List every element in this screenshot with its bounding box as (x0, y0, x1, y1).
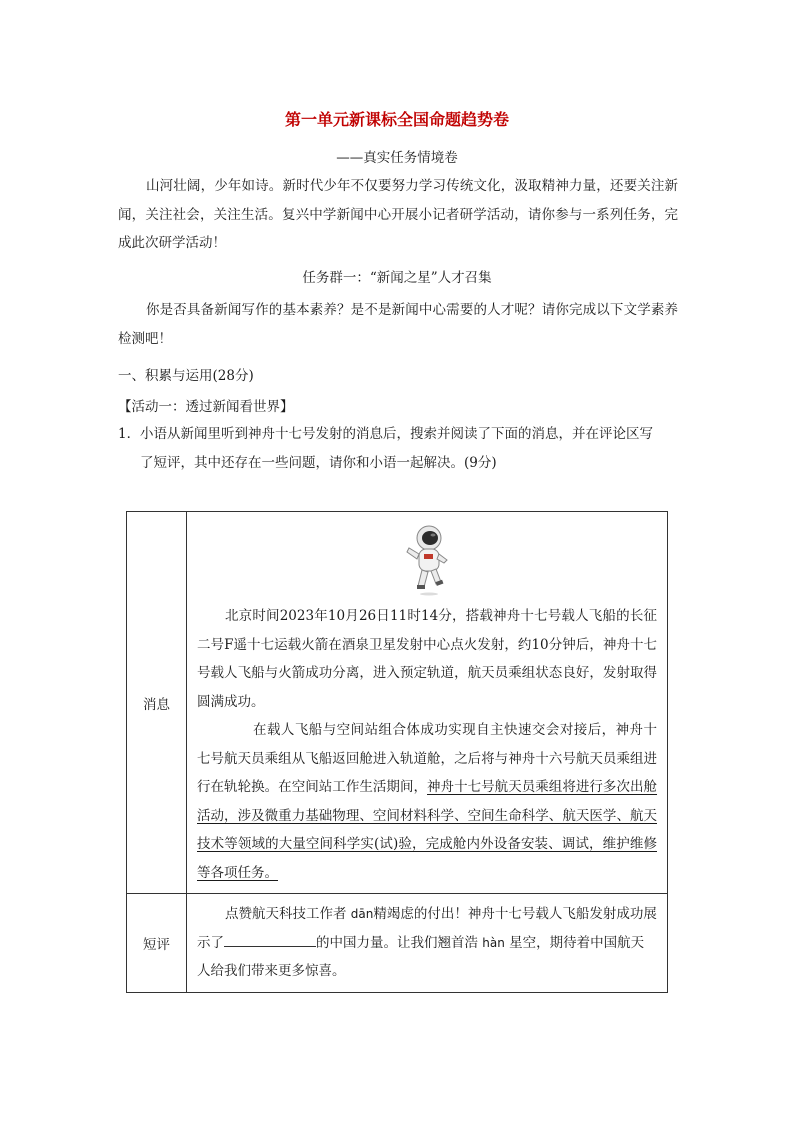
news-row (127, 512, 668, 894)
review-row (127, 894, 668, 993)
page-subtitle: ——真实任务情境卷 (336, 150, 458, 166)
news-paragraph-2-underlined: 神舟十七号航天员乘组将进行多次出舱活动，涉及微重力基础物理、空间材料科学、空间生命科学、航天医学、航天技术等领域的大量空间科学实(试)验，完成舱内外设备安装、调试，维护维修等各项任务。 (197, 779, 658, 881)
activity-heading: 【活动一：透过新闻看世界】 (118, 399, 294, 415)
pinyin-dan: dān (350, 907, 374, 921)
review-label: 短评 (127, 894, 187, 993)
review-text-d: 星空，期待着中国航天人给我们带来更多惊喜。 (197, 934, 645, 979)
news-table (126, 511, 668, 993)
fill-in-blank[interactable] (224, 932, 316, 947)
news-label: 消息 (127, 512, 187, 894)
astronaut-image (197, 520, 657, 602)
review-text-a: 点赞航天科技工作者 (225, 906, 347, 922)
task-intro-paragraph: 你是否具备新闻写作的基本素养？是不是新闻中心需要的人才呢？请你完成以下文学素养检测吧！ (118, 302, 678, 347)
news-paragraph-2 (197, 716, 657, 887)
review-text-b: 精竭虑的付出！神舟十七号载人飞船发射成功展示了 (197, 906, 657, 951)
review-cell (187, 894, 668, 993)
review-text-c: 的中国力量。让我们翘首浩 (316, 934, 478, 951)
news-cell (187, 512, 668, 894)
question-1 (118, 420, 678, 477)
question-line-1: 小语从新闻里听到神舟十七号发射的消息后，搜索并阅读了下面的消息，并在评论区写 (140, 426, 653, 442)
news-paragraph-2-plain: 在载人飞船与空间站组合体成功实现自主快速交会对接后，神舟十七号航天员乘组从飞船返回舱进入轨道舱，之后将与神舟十六号航天员乘组进行在轨轮换。在空间站工作生活期间， (197, 722, 657, 795)
page-title: 第一单元新课标全国命题趋势卷 (284, 110, 509, 129)
intro-paragraph: 山河壮阔，少年如诗。新时代少年不仅要努力学习传统文化，汲取精神力量，还要关注新闻，关注社会，关注生活。复兴中学新闻中心开展小记者研学活动，请你参与一系列任务，完成此次研学活动！ (118, 178, 678, 251)
pinyin-han: hàn (482, 935, 505, 950)
task-group-heading: 任务群一：“新闻之星”人才召集 (302, 270, 492, 286)
question-line-2: 了短评，其中还存在一些问题，请你和小语一起解决。(9分) (140, 454, 497, 471)
question-number: 1． (118, 426, 141, 442)
astronaut-icon (403, 524, 451, 596)
section-heading: 一、积累与运用(28分) (118, 368, 254, 384)
news-paragraph-1: 北京时间2023年10月26日11时14分，搭载神舟十七号载人飞船的长征二号F遥十七运载火箭在酒泉卫星发射中心点火发射，约10分钟后，神舟十七号载人飞船与火箭成功分离，进入预定轨道，航天员乘组状态良好，发射取得圆满成功。 (197, 608, 657, 710)
